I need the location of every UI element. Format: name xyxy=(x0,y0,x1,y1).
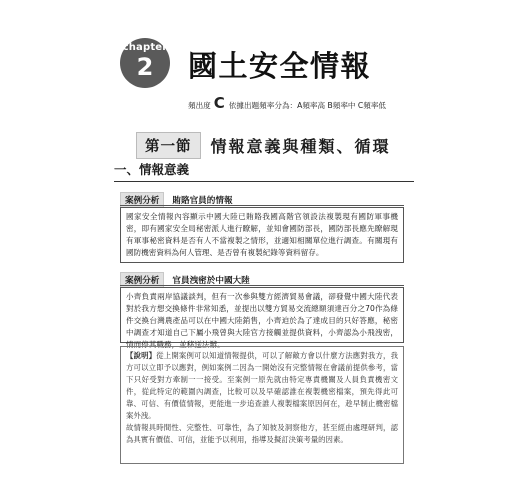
explanation-text: 從上開案例可以知道情報提供，可以了解敵方會以什麼方法應對我方，我方可以立即予以應對，例如案例二因為一開始沒有完整情報在會議前提供參考，當下只好受對方牽制一一接受。至案例一原先就由特定專責機關及人員負責機密文件，從此特定的範圍內調查，比較可以及早確認誰在複製機密檔案，預先得此可靠、可信、有價值情報，更能進一步追查誰人複製檔案原因何在，趁早制止機密檔案外洩。 xyxy=(126,351,398,420)
chapter-number: 2 xyxy=(136,53,154,81)
explanation-tag: 【說明】 xyxy=(126,351,157,360)
case-text-2: 小齊負責兩岸協議談判，但有一次參與雙方經濟貿易會議，卻發覺中國大陸代表對於我方想交換條件非常知悉，並提出以雙方貿易交流總額須達百分之70作為條件交換台灣農產品可以在中國大陸銷售，小齊迫於為了達成目的只好答應，秘密中調查才知道自己下屬小飛曾與大陸官方接觸並提供資料，小齊認為小飛洩密，情而停其職務，並移送法辦。 xyxy=(126,292,398,349)
case-label-1: 案例分析 xyxy=(120,192,164,208)
case-divider-2 xyxy=(120,285,404,286)
case-title-2: 官員洩密於中國大陸 xyxy=(172,276,250,286)
frequency-grade: C xyxy=(213,94,225,112)
case-divider-1 xyxy=(120,205,404,206)
case-label-2: 案例分析 xyxy=(120,272,164,288)
explanation-paragraph xyxy=(126,350,398,422)
case-box-1 xyxy=(120,207,404,263)
frequency-row xyxy=(188,96,386,111)
frequency-legend: 依據出題頻率分為：A頻率高 B頻率中 C頻率低 xyxy=(228,101,387,110)
explanation-text-2: 故情報具時間性、完整性、可靠性，為了知彼及洞察他方，甚至經由處理研判，認為具實有價值、可信，並能予以利用，指導及擬訂決策考量的因素。 xyxy=(126,423,398,444)
chapter-badge xyxy=(120,38,170,88)
section-heading xyxy=(136,132,391,159)
section-title: 情報意義與種類、循環 xyxy=(210,137,391,156)
frequency-label: 頻出度 xyxy=(188,101,211,110)
section-badge: 第一節 xyxy=(136,132,201,159)
subsection-title: 一、情報意義 xyxy=(114,160,414,182)
case-text-1: 國家安全情報內容顯示中國大陸已賄賂我國高階官領設法複製現有國防軍事機密，即有國家安全局秘密派人進行瞭解，並知會國防部長，國防部長應先瞭解現有軍事秘密資料是否有人不當複製之情形，並適知相關單位進行調查。有關現有國防機密資料為何人管理、是否曾有複製紀錄等資料留存。 xyxy=(126,212,398,257)
case-box-2 xyxy=(120,287,404,349)
chapter-label: chapter xyxy=(122,42,168,53)
explanation-box xyxy=(120,346,404,464)
chapter-title: 國土安全情報 xyxy=(188,49,372,83)
case-title-1: 賄賂官員的情報 xyxy=(172,196,233,206)
